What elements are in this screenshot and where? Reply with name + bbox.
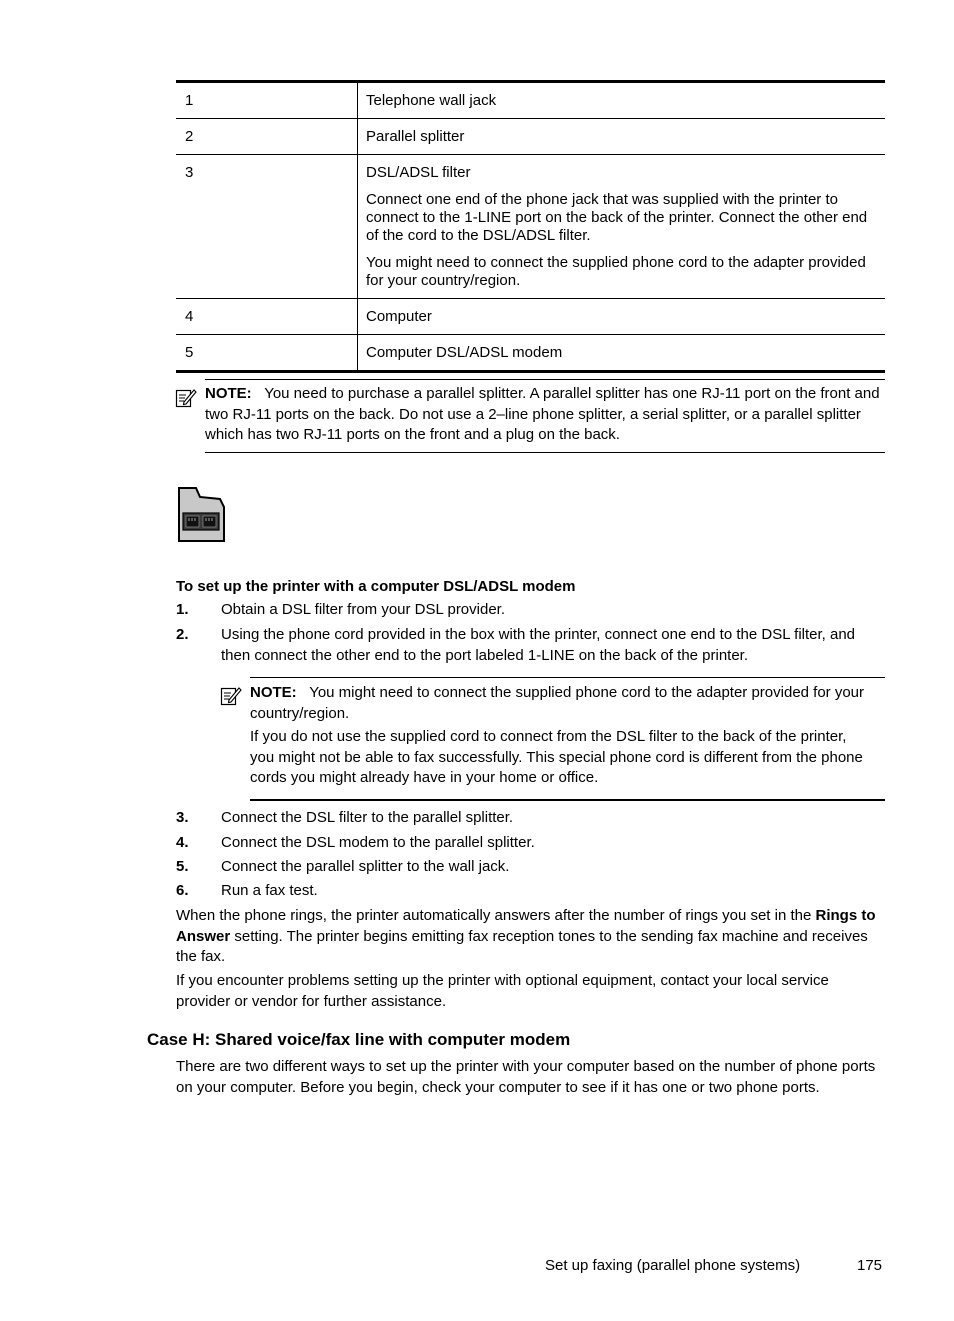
note-body: You need to purchase a parallel splitter. A parallel splitter has one RJ-11 port on the front and two RJ-11 ports on the back. Do not use a 2–line phone splitter, a serial splitter, or a parallel splitter which has two RJ-11 ports on the front and a plug on the back. xyxy=(205,385,880,443)
step-text: Run a fax test. xyxy=(221,882,318,899)
step-item xyxy=(176,600,886,621)
table-row xyxy=(176,118,885,154)
table-row xyxy=(176,83,885,118)
paragraph: If you encounter problems setting up the printer with optional equipment, contact your local service provider or vendor for further assistance. xyxy=(176,972,829,1010)
row-text: Computer DSL/ADSL modem xyxy=(366,344,563,361)
note-icon xyxy=(175,387,197,409)
row-number: 3 xyxy=(176,155,358,298)
note-icon xyxy=(220,685,242,707)
row-description xyxy=(358,335,885,370)
note-text: If you do not use the supplied cord to connect from the DSL filter to the back of the printer, you might not be able to fax successfully. This special phone cord is different from the phone cords you might already have in your home or office. xyxy=(250,728,863,786)
step-text: Connect the DSL modem to the parallel splitter. xyxy=(221,834,535,851)
setting-name: Rings to Answer xyxy=(176,907,876,945)
row-description xyxy=(358,299,885,334)
legend-table xyxy=(176,80,885,373)
step-item xyxy=(176,808,886,829)
procedure-heading: To set up the printer with a computer DSL/ADSL modem xyxy=(176,578,576,595)
step-number: 3. xyxy=(176,809,189,826)
table-row xyxy=(176,154,885,298)
step-text: Obtain a DSL filter from your DSL provider. xyxy=(221,601,506,618)
section-heading: Case H: Shared voice/fax line with computer modem xyxy=(147,1030,571,1049)
note-rule-top xyxy=(250,677,885,678)
row-description xyxy=(358,83,885,118)
row-description xyxy=(358,119,885,154)
row-text: DSL/ADSL filter xyxy=(366,164,471,181)
row-text: Connect one end of the phone jack that was supplied with the printer to connect to the 1-LINE port on the back of the printer. Connect the other end of the cord to the DSL/ADSL filter. xyxy=(366,191,868,244)
note-rule-top xyxy=(205,379,885,380)
step-number: 4. xyxy=(176,834,189,851)
step-item xyxy=(176,881,886,902)
step-number: 1. xyxy=(176,601,189,618)
row-text: You might need to connect the supplied phone cord to the adapter provided for your country/region. xyxy=(366,254,866,289)
paragraph-text: setting. The printer begins emitting fax reception tones to the sending fax machine and receives the fax. xyxy=(176,927,868,965)
row-number: 1 xyxy=(176,83,358,118)
step-item xyxy=(176,833,886,854)
note-text xyxy=(250,683,886,724)
paragraph xyxy=(176,906,881,968)
note-label: NOTE: xyxy=(250,684,297,701)
row-text: Computer xyxy=(366,308,432,325)
step-text: Using the phone cord provided in the box with the printer, connect one end to the DSL filter, and then connect the other end to the port labeled 1-LINE on the back of the printer. xyxy=(221,626,856,664)
page-number: 175 xyxy=(857,1257,883,1274)
note-body: You might need to connect the supplied phone cord to the adapter provided for your country/region. xyxy=(250,684,865,722)
paragraph: There are two different ways to set up the printer with your computer based on the number of phone ports on your computer. Before you begin, check your computer to see if it has one or two phone ports. xyxy=(176,1058,876,1096)
row-number: 5 xyxy=(176,335,358,370)
step-item xyxy=(176,857,886,878)
table-row xyxy=(176,298,885,334)
row-number: 2 xyxy=(176,119,358,154)
note-rule-bottom xyxy=(250,799,885,801)
phone-jack-icon xyxy=(176,485,226,545)
footer-title: Set up faxing (parallel phone systems) xyxy=(545,1257,801,1274)
table-row xyxy=(176,334,885,370)
note-text xyxy=(205,384,885,446)
row-description xyxy=(358,155,885,298)
step-text: Connect the DSL filter to the parallel splitter. xyxy=(221,809,514,826)
row-text: Parallel splitter xyxy=(366,128,465,145)
step-item xyxy=(176,625,886,666)
step-number: 6. xyxy=(176,882,189,899)
paragraph-text: When the phone rings, the printer automatically answers after the number of rings you set in the xyxy=(176,907,816,924)
step-text: Connect the parallel splitter to the wall jack. xyxy=(221,858,510,875)
row-number: 4 xyxy=(176,299,358,334)
note-label: NOTE: xyxy=(205,385,252,402)
note-rule-bottom xyxy=(205,452,885,453)
step-number: 2. xyxy=(176,626,189,643)
step-number: 5. xyxy=(176,858,189,875)
row-text: Telephone wall jack xyxy=(366,92,497,109)
